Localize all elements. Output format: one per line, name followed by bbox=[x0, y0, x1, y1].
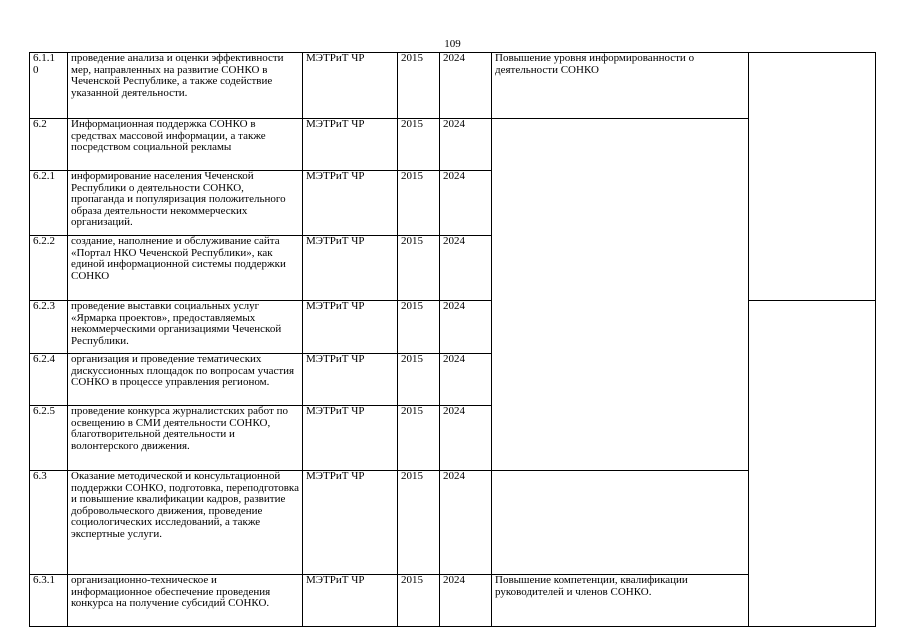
activity-description: проведение конкурса журналистских работ по освещению в СМИ деятельности СОНКО, благотворительной деятельности и волонтерского движения. bbox=[68, 406, 303, 471]
end-year: 2024 bbox=[440, 119, 492, 171]
start-year: 2015 bbox=[398, 354, 440, 406]
expected-result: Повышение компетенции, квалификации руководителей и членов СОНКО. bbox=[492, 575, 749, 627]
end-year: 2024 bbox=[440, 575, 492, 627]
end-year: 2024 bbox=[440, 471, 492, 575]
row-number: 6.1.1 0 bbox=[30, 53, 68, 119]
executor: МЭТРиТ ЧР bbox=[303, 406, 398, 471]
row-number: 6.2.5 bbox=[30, 406, 68, 471]
executor: МЭТРиТ ЧР bbox=[303, 301, 398, 354]
executor: МЭТРиТ ЧР bbox=[303, 354, 398, 406]
executor: МЭТРиТ ЧР bbox=[303, 53, 398, 119]
table-row bbox=[30, 301, 876, 354]
activities-table bbox=[29, 52, 876, 627]
start-year: 2015 bbox=[398, 301, 440, 354]
row-number: 6.2 bbox=[30, 119, 68, 171]
empty-cell bbox=[749, 301, 876, 627]
activity-description: проведение анализа и оценки эффективности мер, направленных на развитие СОНКО в Чеченской Республике, а также содействие указанной деятельности. bbox=[68, 53, 303, 119]
activity-description: Оказание методической и консультационной поддержки СОНКО, подготовка, переподготовка и повышение квалификации кадров, развитие добровольческого движения, проведение социологических исследований, а также экспертные услуги. bbox=[68, 471, 303, 575]
executor: МЭТРиТ ЧР bbox=[303, 236, 398, 301]
expected-result: Повышение уровня информированности о деятельности СОНКО bbox=[492, 53, 749, 119]
end-year: 2024 bbox=[440, 406, 492, 471]
executor: МЭТРиТ ЧР bbox=[303, 575, 398, 627]
activity-description: информирование населения Чеченской Республики о деятельности СОНКО, пропаганда и популяризация положительного образа деятельности некоммерческих организаций. bbox=[68, 171, 303, 236]
activity-description: Информационная поддержка СОНКО в средствах массовой информации, а также посредством социальной рекламы bbox=[68, 119, 303, 171]
activity-description: создание, наполнение и обслуживание сайта «Портал НКО Чеченской Республики», как единой информационной системы поддержки СОНКО bbox=[68, 236, 303, 301]
row-number: 6.2.2 bbox=[30, 236, 68, 301]
executor: МЭТРиТ ЧР bbox=[303, 171, 398, 236]
start-year: 2015 bbox=[398, 471, 440, 575]
row-number: 6.3 bbox=[30, 471, 68, 575]
activity-description: организация и проведение тематических дискуссионных площадок по вопросам участия СОНКО в процессе управления регионом. bbox=[68, 354, 303, 406]
start-year: 2015 bbox=[398, 575, 440, 627]
activity-description: проведение выставки социальных услуг «Ярмарка проектов», предоставляемых некоммерческими организациями Чеченской Республики. bbox=[68, 301, 303, 354]
executor: МЭТРиТ ЧР bbox=[303, 471, 398, 575]
end-year: 2024 bbox=[440, 354, 492, 406]
expected-result bbox=[492, 471, 749, 575]
end-year: 2024 bbox=[440, 301, 492, 354]
expected-result bbox=[492, 119, 749, 471]
start-year: 2015 bbox=[398, 406, 440, 471]
activity-description: организационно-техническое и информационное обеспечение проведения конкурса на получение субсидий СОНКО. bbox=[68, 575, 303, 627]
start-year: 2015 bbox=[398, 236, 440, 301]
table-row bbox=[30, 53, 876, 119]
end-year: 2024 bbox=[440, 236, 492, 301]
start-year: 2015 bbox=[398, 119, 440, 171]
row-number: 6.2.1 bbox=[30, 171, 68, 236]
row-number: 6.2.3 bbox=[30, 301, 68, 354]
end-year: 2024 bbox=[440, 171, 492, 236]
empty-cell bbox=[749, 53, 876, 301]
row-number: 6.2.4 bbox=[30, 354, 68, 406]
start-year: 2015 bbox=[398, 171, 440, 236]
start-year: 2015 bbox=[398, 53, 440, 119]
end-year: 2024 bbox=[440, 53, 492, 119]
row-number: 6.3.1 bbox=[30, 575, 68, 627]
executor: МЭТРиТ ЧР bbox=[303, 119, 398, 171]
page-number: 109 bbox=[444, 38, 461, 50]
